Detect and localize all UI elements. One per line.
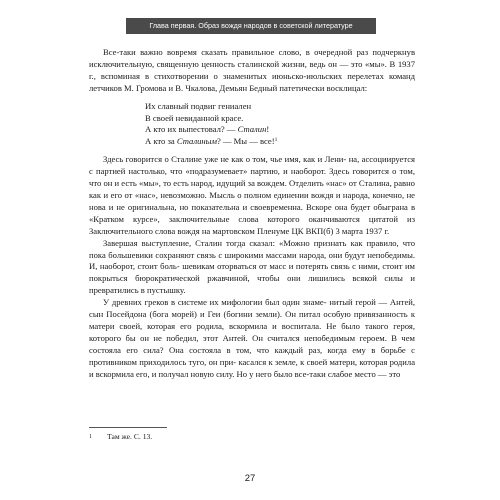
poem-line-1: Их славный подвиг гениален bbox=[145, 100, 252, 111]
poem-line-2: В своей невиданной красе. bbox=[145, 112, 244, 123]
paragraph-1: Все-таки важно вовремя сказать правильное слово, в очередной раз подчеркнув исключительную, священную ценность сталинской жизни, ведь он — это «мы». В 1937 г., вспоминая в стихотворении о знаменитых июньско-июльских перелетах команд летчиков М. Громова и В. Чкалова, Демьян Бедный патетически восклицал: bbox=[89, 47, 416, 93]
footnote bbox=[89, 432, 415, 442]
poem-quote bbox=[145, 101, 415, 149]
footnote-number: 1 bbox=[89, 434, 92, 440]
emphasis-stalinym: Сталиным bbox=[176, 136, 217, 147]
paragraph-2: Здесь говорится о Сталине уже не как о том, чье имя, как и Лени- на, ассоциируется с партией настолько, что «подразумевает» партию, и наоборот. Здесь говорится о том, что он и есть «мы», то есть народ, идущий за вождем. Отделить «нас» от Сталина, равно как и его от «нас», невозможно. Мысль о полном единении вождя и народа, конечно, не нова и не оригинальна, но показательна и своевременна. Вскоре она будет обыграна в «Кратком курсе», заключительные слова которого оканчиваются цитатой из Заключительного слова вождя на мартовском Пленуме ЦК ВКП(б) 3 марта 1937 г. bbox=[89, 154, 416, 236]
page-number: 27 bbox=[244, 473, 256, 484]
footnote-ref: 1 bbox=[274, 137, 278, 144]
footnote-text: Там же. С. 13. bbox=[107, 432, 153, 441]
running-header-title: Глава первая. Образ вождя народов в советской литературе bbox=[149, 21, 353, 30]
poem-line-3: А кто их выпестовал? — Сталин! bbox=[145, 124, 270, 135]
body-text bbox=[89, 47, 415, 380]
footnote-divider bbox=[89, 427, 167, 428]
poem-line-4: А кто за Сталиным? — Мы — все!$^1$ bbox=[145, 136, 278, 147]
paragraph-3: Завершая выступление, Сталин тогда сказал: «Можно признать как правило, что пока большевики сохраняют связь с широкими массами народа, они будут непобедимы. И, наоборот, стоит боль- шевикам оторваться от масс и потерять связь с ними, стоит им покрыться бюрократической ржавчиной, чтобы они лишились всякой силы и превратились в пустышку. bbox=[89, 237, 415, 296]
paragraph-4: У древних греков в системе их мифологии был один знаме- нитый герой — Антей, сын Посейдона (бога морей) и Геи (богини земли). Он питал особую привязанность к матери своей, которая его родила, вскормила и воспитала. Не было такого героя, которого бы он не победил, этот Антей. Он считался непобедимым героем. В чем состояла его сила? Она состояла в том, что каждый раз, когда ему в борьбе с противником приходилось туго, он при- касался к земле, к своей матери, которая родила и вскормила его, и получал новую силу. Но у него было все-таки слабое место — это bbox=[89, 297, 416, 379]
emphasis-stalin: Сталин bbox=[237, 124, 267, 135]
running-header bbox=[126, 18, 376, 34]
